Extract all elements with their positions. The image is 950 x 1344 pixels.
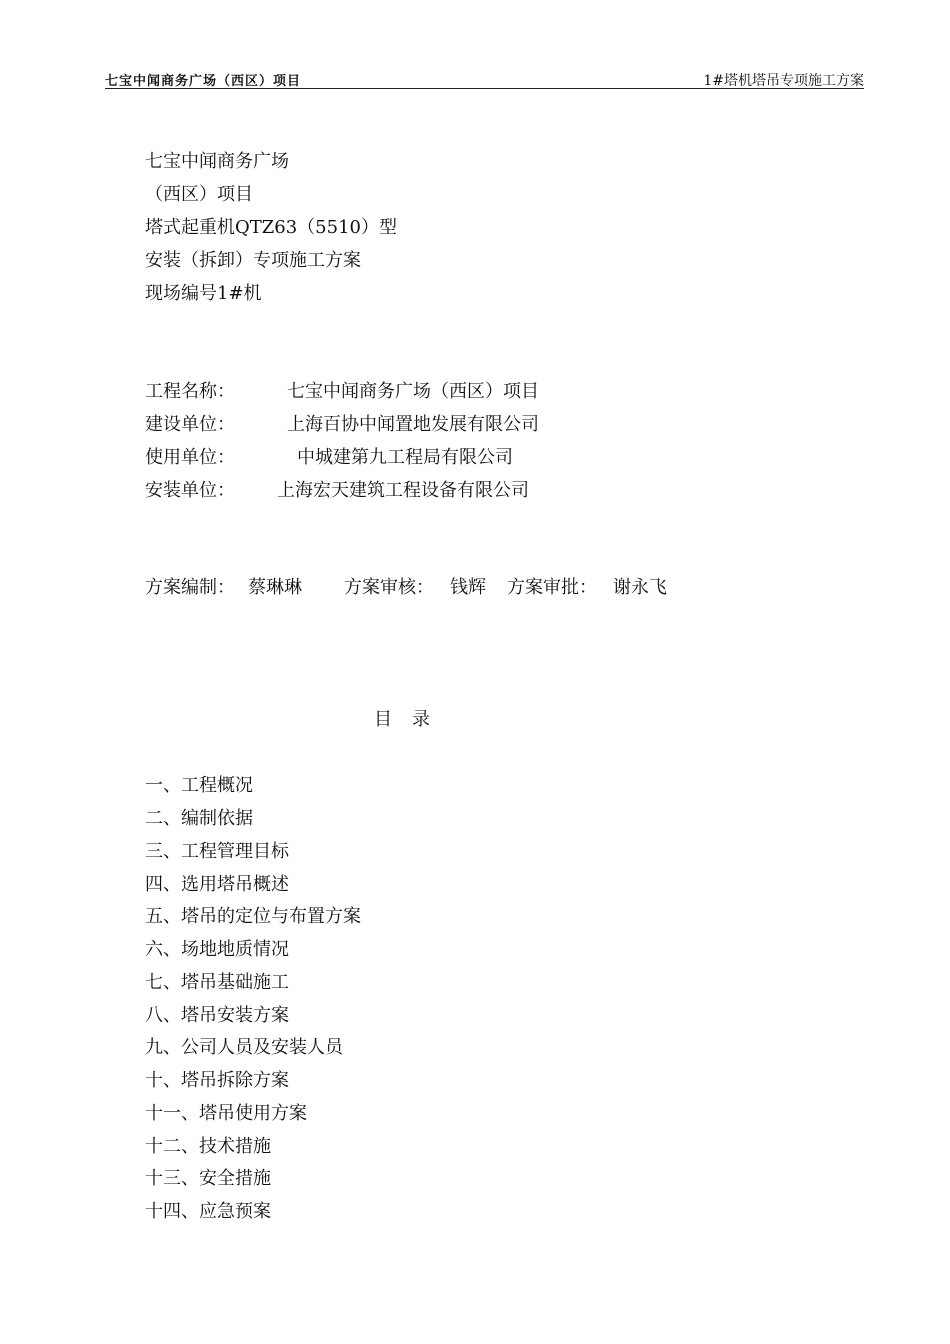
title-line-1: 七宝中闻商务广场: [145, 151, 289, 172]
toc-item: 三、工程管理目标: [145, 841, 289, 862]
toc-item: 七、塔吊基础施工: [145, 972, 289, 993]
info-value-builder: 上海百协中闻置地发展有限公司: [287, 414, 539, 435]
info-value-project: 七宝中闻商务广场（西区）项目: [287, 381, 539, 402]
toc-item: 二、编制依据: [145, 808, 253, 829]
title-line-3: 塔式起重机QTZ63（5510）型: [145, 217, 397, 238]
header-document-name: 1#塔机塔吊专项施工方案: [703, 73, 864, 89]
title-line-4: 安装（拆卸）专项施工方案: [145, 250, 361, 271]
info-label-builder: 建设单位：: [145, 414, 235, 435]
title-line-5: 现场编号1#机: [145, 283, 262, 304]
toc-item: 十二、技术措施: [145, 1136, 271, 1157]
toc-item: 六、场地地质情况: [145, 939, 289, 960]
toc-item: 四、选用塔吊概述: [145, 874, 289, 895]
toc-item: 五、塔吊的定位与布置方案: [145, 906, 361, 927]
toc-item: 十一、塔吊使用方案: [145, 1103, 307, 1124]
title-line-2: （西区）项目: [145, 184, 253, 205]
toc-item: 九、公司人员及安装人员: [145, 1037, 343, 1058]
info-label-user: 使用单位：: [145, 447, 235, 468]
info-value-installer: 上海宏天建筑工程设备有限公司: [277, 480, 529, 501]
review-label: 方案审核：: [344, 577, 434, 598]
toc-item: 十四、应急预案: [145, 1201, 271, 1222]
info-value-user: 中城建第九工程局有限公司: [297, 447, 513, 468]
review-name: 钱辉: [450, 577, 486, 598]
toc-item: 十、塔吊拆除方案: [145, 1070, 289, 1091]
toc-title: 目录: [374, 709, 450, 730]
approve-label: 方案审批：: [507, 577, 597, 598]
info-label-installer: 安装单位：: [145, 480, 235, 501]
compile-label: 方案编制：: [145, 577, 235, 598]
header-divider: [105, 88, 864, 89]
info-label-project: 工程名称：: [145, 381, 235, 402]
toc-item: 一、工程概况: [145, 775, 253, 796]
toc-item: 八、塔吊安装方案: [145, 1005, 289, 1026]
toc-item: 十三、安全措施: [145, 1168, 271, 1189]
header-project-name: 七宝中闻商务广场（西区）项目: [105, 74, 302, 89]
approve-name: 谢永飞: [613, 577, 667, 598]
compile-name: 蔡琳琳: [248, 577, 302, 598]
